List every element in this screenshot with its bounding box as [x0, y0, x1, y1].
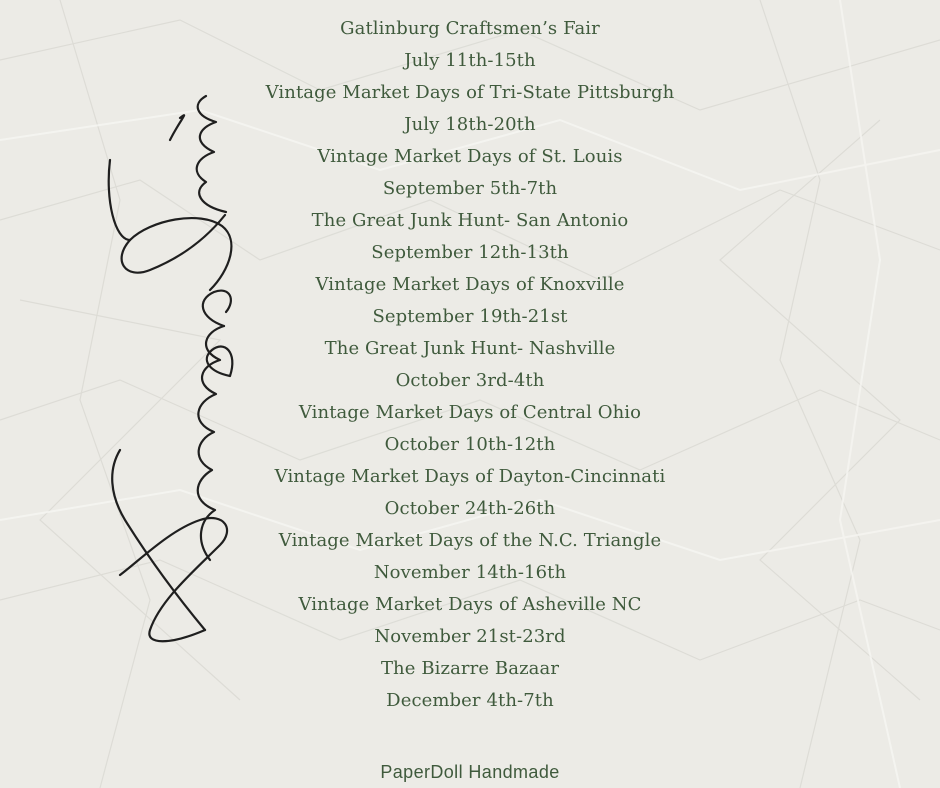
show-name: Vintage Market Days of the N.C. Triangle [278, 530, 662, 551]
show-name: Vintage Market Days of Knoxville [315, 274, 625, 295]
show-dates: October 3rd-4th [395, 370, 545, 391]
show-dates: December 4th-7th [386, 690, 554, 711]
show-name: The Great Junk Hunt- Nashville [324, 338, 616, 359]
show-dates: September 19th-21st [372, 306, 568, 327]
show-dates: September 12th-13th [371, 242, 569, 263]
show-dates: November 21st-23rd [374, 626, 566, 647]
show-name: The Bizarre Bazaar [380, 658, 560, 679]
show-name: The Great Junk Hunt- San Antonio [311, 210, 629, 231]
show-name: Vintage Market Days of Tri-State Pittsburgh [265, 82, 675, 103]
show-name: Vintage Market Days of Dayton-Cincinnati [274, 466, 666, 487]
show-dates: July 11th-15th [404, 50, 536, 71]
brand-signature: PaperDoll Handmade [380, 762, 560, 782]
show-dates: October 10th-12th [384, 434, 556, 455]
show-name: Gatlinburg Craftsmen’s Fair [340, 18, 600, 39]
show-dates: September 5th-7th [382, 178, 558, 199]
show-dates: October 24th-26th [384, 498, 556, 519]
show-name: Vintage Market Days of Asheville NC [298, 594, 642, 615]
show-name: Vintage Market Days of Central Ohio [298, 402, 642, 423]
show-name: Vintage Market Days of St. Louis [317, 146, 623, 167]
show-dates: November 14th-16th [373, 562, 567, 583]
upcoming-shows-list [200, 13, 740, 717]
show-dates: July 18th-20th [404, 114, 536, 135]
